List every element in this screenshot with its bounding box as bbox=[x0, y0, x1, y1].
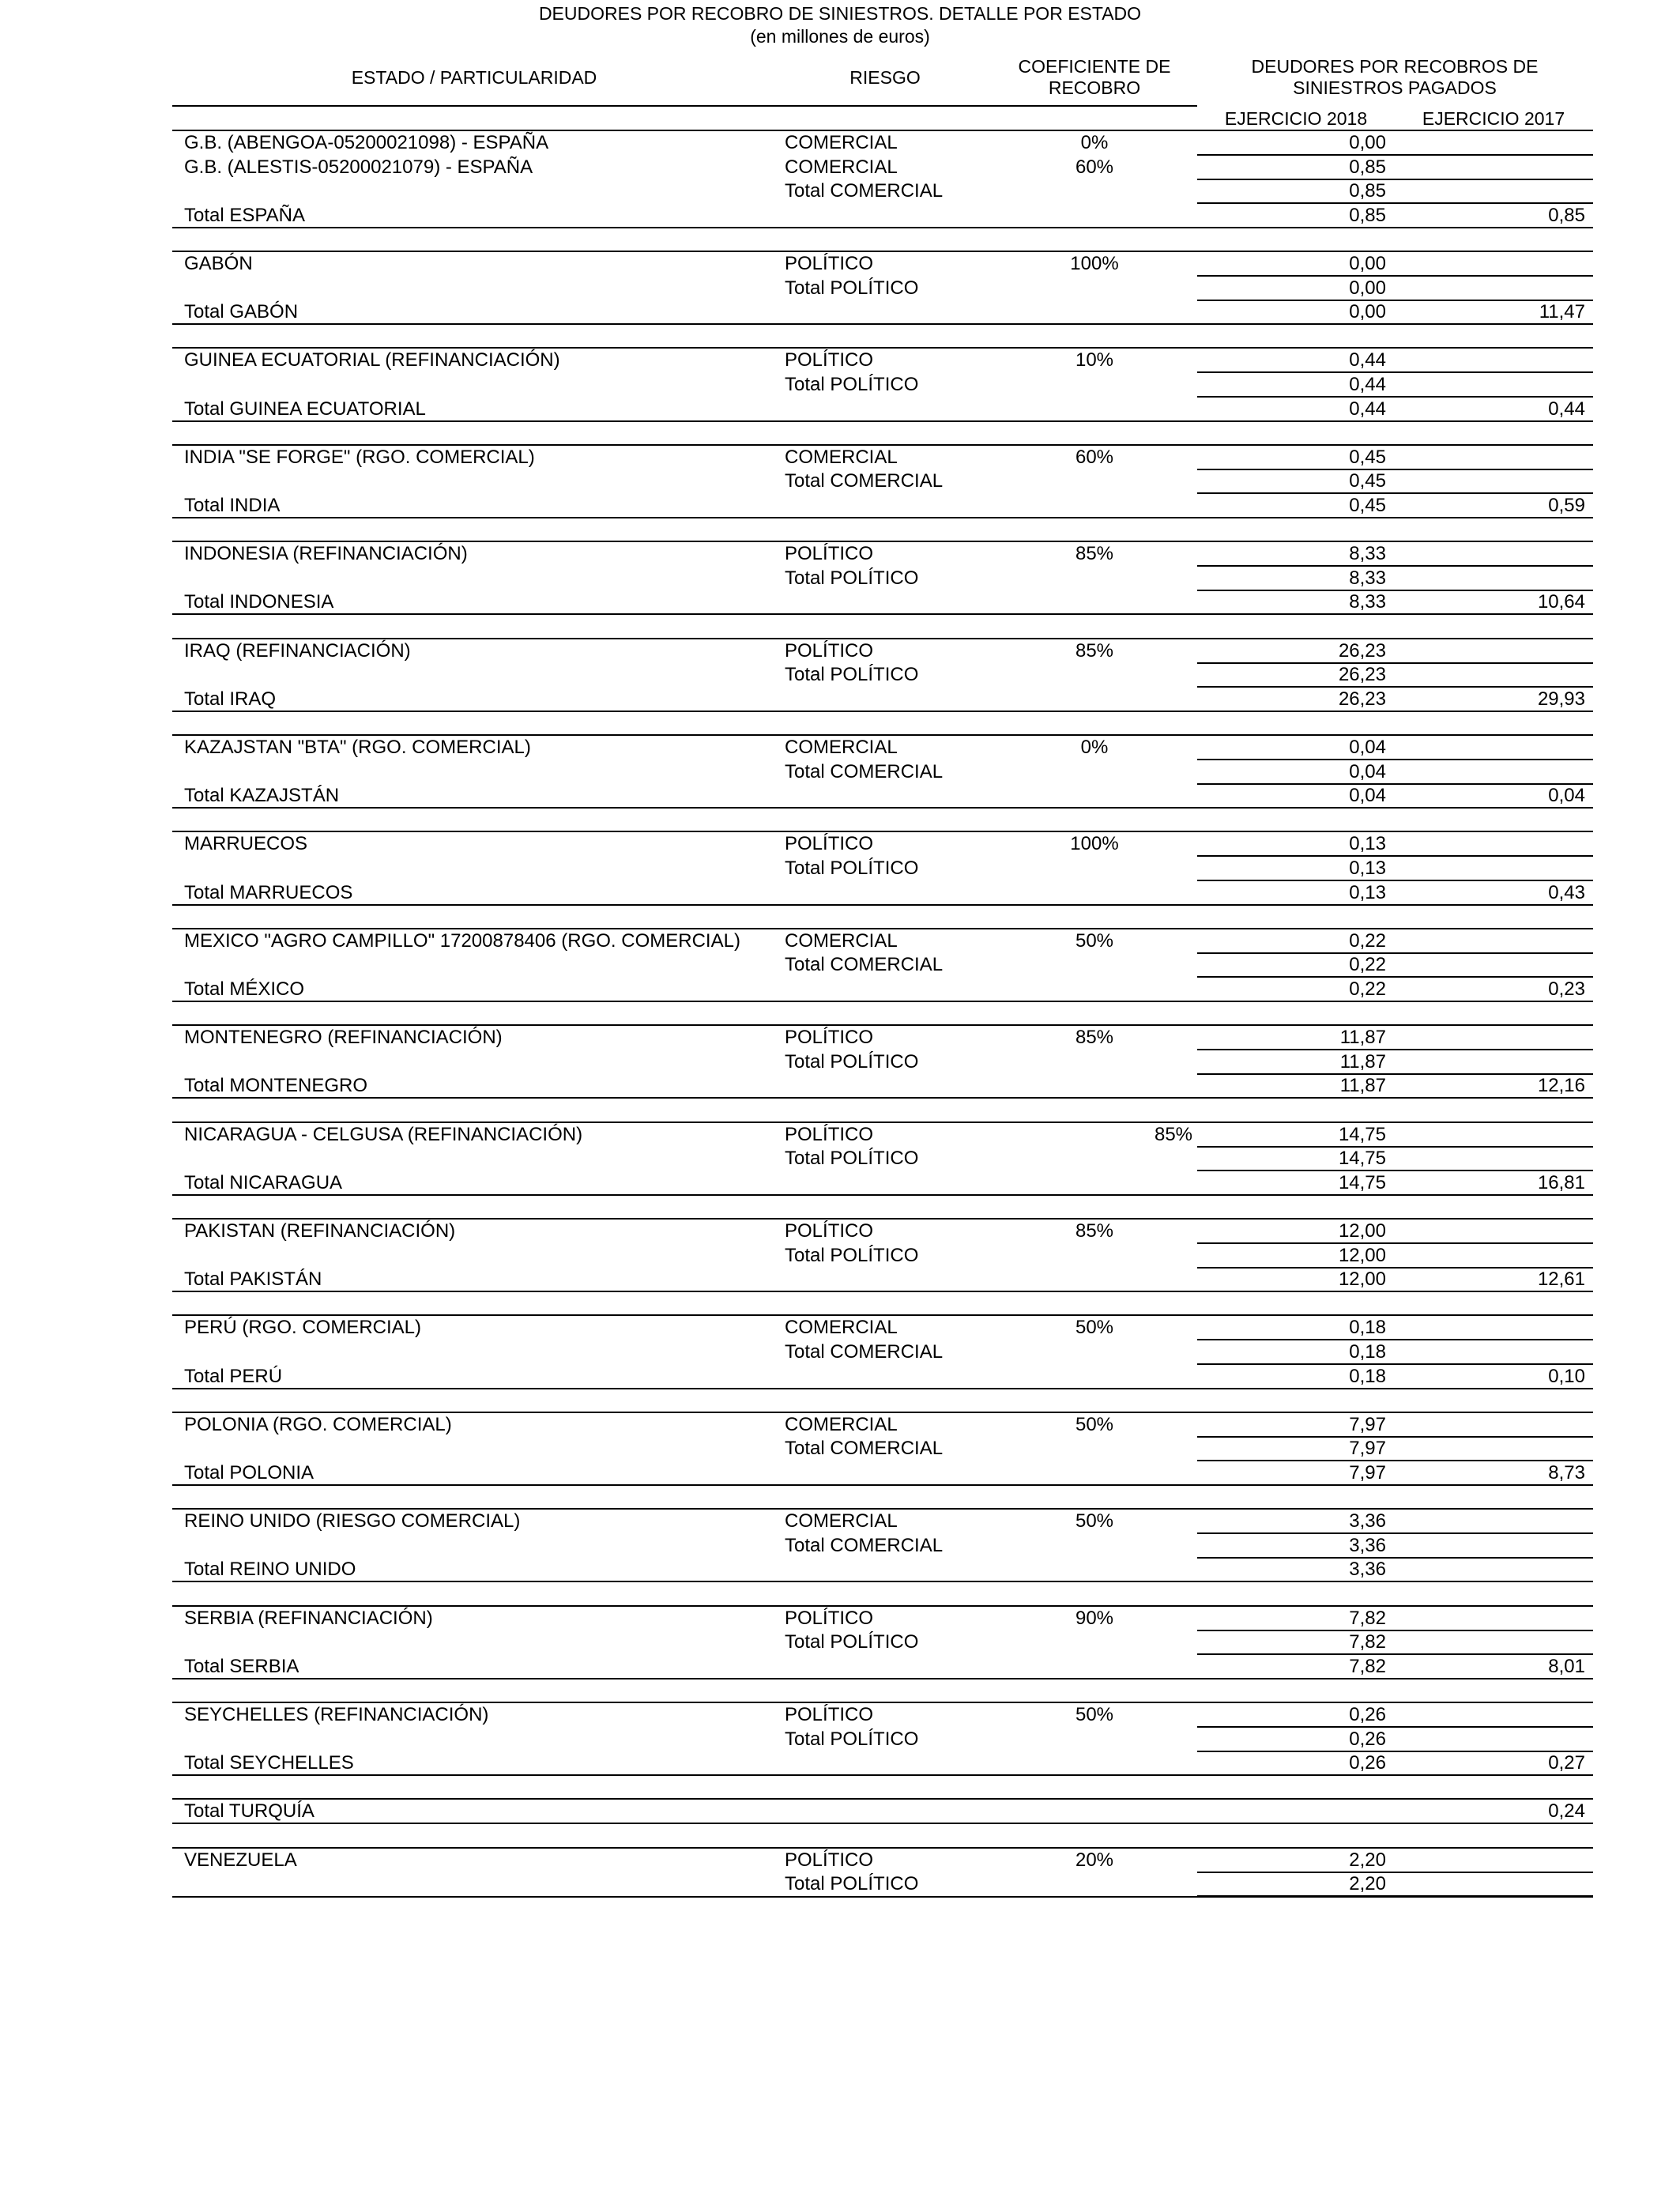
table-bottom-line bbox=[172, 1896, 1593, 1898]
cell-ejercicio-2018: 0,13 bbox=[1349, 833, 1386, 855]
cell-ejercicio-2017: 8,73 bbox=[1548, 1462, 1585, 1483]
cell-estado: GABÓN bbox=[184, 253, 253, 274]
cell-ejercicio-2018: 14,75 bbox=[1338, 1171, 1386, 1193]
table-row bbox=[0, 349, 1680, 372]
header-divider-main bbox=[172, 105, 1197, 107]
cell-ejercicio-2018: 0,18 bbox=[1349, 1365, 1386, 1387]
cell-estado: G.B. (ABENGOA-05200021098) - ESPAÑA bbox=[184, 132, 549, 153]
total-divider bbox=[172, 517, 1593, 518]
header-estado: ESTADO / PARTICULARIDAD bbox=[351, 67, 597, 88]
cell-riesgo: COMERCIAL bbox=[785, 1413, 898, 1435]
cell-ejercicio-2018: 8,33 bbox=[1349, 591, 1386, 613]
header-coeficiente-line2: RECOBRO bbox=[1048, 77, 1141, 98]
table-row bbox=[0, 1558, 1680, 1581]
total-divider bbox=[172, 1291, 1593, 1292]
total-divider bbox=[172, 1678, 1593, 1679]
cell-coeficiente: 100% bbox=[1070, 253, 1119, 274]
cell-riesgo: Total COMERCIAL bbox=[785, 1341, 944, 1363]
page-title: DEUDORES POR RECOBRO DE SINIESTROS. DETALLE POR ESTADO bbox=[538, 3, 1142, 24]
cell-estado: Total MONTENEGRO bbox=[184, 1075, 368, 1097]
cell-estado: PERÚ (RGO. COMERCIAL) bbox=[184, 1317, 422, 1339]
cell-ejercicio-2018: 0,13 bbox=[1349, 858, 1386, 879]
cell-ejercicio-2017: 29,93 bbox=[1537, 688, 1585, 710]
cell-riesgo: Total COMERCIAL bbox=[785, 180, 944, 202]
cell-ejercicio-2018: 0,22 bbox=[1349, 978, 1386, 1000]
cell-ejercicio-2018: 0,00 bbox=[1349, 253, 1386, 274]
table-row bbox=[0, 688, 1680, 711]
cell-ejercicio-2017: 0,44 bbox=[1548, 398, 1585, 420]
cell-riesgo: Total COMERCIAL bbox=[785, 1534, 944, 1556]
cell-estado: KAZAJSTAN "BTA" (RGO. COMERCIAL) bbox=[184, 737, 531, 758]
total-divider bbox=[172, 1194, 1593, 1196]
cell-riesgo: COMERCIAL bbox=[785, 446, 898, 468]
cell-estado: Total MÉXICO bbox=[184, 978, 305, 1000]
table-row bbox=[0, 1703, 1680, 1727]
total-divider bbox=[172, 1001, 1593, 1002]
cell-estado: Total ESPAÑA bbox=[184, 204, 305, 226]
cell-ejercicio-2018: 14,75 bbox=[1338, 1123, 1386, 1145]
cell-ejercicio-2017: 0,43 bbox=[1548, 881, 1585, 903]
cell-riesgo: COMERCIAL bbox=[785, 737, 898, 758]
cell-riesgo: POLÍTICO bbox=[785, 1607, 874, 1629]
cell-ejercicio-2018: 0,26 bbox=[1349, 1704, 1386, 1725]
cell-ejercicio-2018: 0,00 bbox=[1349, 301, 1386, 323]
cell-ejercicio-2018: 0,04 bbox=[1349, 760, 1386, 782]
total-divider bbox=[172, 807, 1593, 809]
header-deudores-line1: DEUDORES POR RECOBROS DE bbox=[1251, 56, 1539, 77]
cell-riesgo: Total POLÍTICO bbox=[785, 277, 919, 299]
cell-estado: MONTENEGRO (REFINANCIACIÓN) bbox=[184, 1027, 503, 1049]
cell-estado: MEXICO "AGRO CAMPILLO" 17200878406 (RGO. COMERCIAL) bbox=[184, 929, 740, 952]
cell-ejercicio-2018: 0,44 bbox=[1349, 374, 1386, 395]
total-divider bbox=[172, 227, 1593, 228]
table-row bbox=[0, 1316, 1680, 1340]
cell-ejercicio-2017: 0,85 bbox=[1548, 204, 1585, 226]
cell-ejercicio-2018: 11,87 bbox=[1339, 1027, 1386, 1049]
table-row bbox=[0, 1123, 1680, 1147]
cell-ejercicio-2018: 7,97 bbox=[1349, 1438, 1386, 1460]
cell-ejercicio-2018: 7,97 bbox=[1349, 1462, 1386, 1483]
cell-riesgo: Total POLÍTICO bbox=[785, 1728, 919, 1750]
cell-coeficiente: 60% bbox=[1075, 446, 1114, 468]
table-row bbox=[0, 1728, 1680, 1751]
table-row bbox=[0, 1026, 1680, 1050]
cell-riesgo: Total COMERCIAL bbox=[785, 1438, 944, 1460]
cell-riesgo: Total POLÍTICO bbox=[785, 374, 919, 395]
cell-ejercicio-2018: 8,33 bbox=[1349, 567, 1386, 589]
table-row bbox=[0, 929, 1680, 953]
cell-coeficiente: 0% bbox=[1080, 737, 1109, 758]
cell-estado: Total IRAQ bbox=[184, 688, 277, 710]
cell-estado: Total NICARAGUA bbox=[184, 1171, 343, 1193]
cell-ejercicio-2017: 0,24 bbox=[1548, 1800, 1585, 1823]
cell-riesgo: Total POLÍTICO bbox=[785, 1244, 919, 1266]
cell-estado: Total INDONESIA bbox=[184, 591, 334, 613]
table-row bbox=[0, 469, 1680, 493]
cell-coeficiente: 90% bbox=[1075, 1607, 1114, 1629]
table-row bbox=[0, 1630, 1680, 1654]
cell-riesgo: Total COMERCIAL bbox=[785, 954, 944, 976]
table-row bbox=[0, 398, 1680, 421]
cell-estado: GUINEA ECUATORIAL (REFINANCIACIÓN) bbox=[184, 349, 560, 371]
cell-estado: Total KAZAJSTÁN bbox=[184, 785, 340, 807]
cell-ejercicio-2018: 11,87 bbox=[1339, 1050, 1386, 1072]
cell-ejercicio-2018: 0,22 bbox=[1349, 954, 1386, 976]
cell-ejercicio-2018: 12,00 bbox=[1338, 1244, 1386, 1266]
cell-ejercicio-2017: 10,64 bbox=[1537, 591, 1585, 613]
cell-coeficiente: 50% bbox=[1075, 1510, 1114, 1532]
cell-estado: G.B. (ALESTIS-05200021079) - ESPAÑA bbox=[184, 156, 533, 178]
cell-riesgo: COMERCIAL bbox=[785, 1317, 898, 1339]
cell-riesgo: POLÍTICO bbox=[785, 543, 874, 565]
cell-riesgo: Total POLÍTICO bbox=[785, 664, 919, 686]
table-row bbox=[0, 542, 1680, 566]
cell-riesgo: POLÍTICO bbox=[785, 1849, 874, 1871]
total-divider bbox=[172, 1581, 1593, 1582]
cell-ejercicio-2017: 0,27 bbox=[1548, 1752, 1585, 1774]
cell-estado: Total PAKISTÁN bbox=[184, 1269, 322, 1291]
table-row bbox=[0, 1413, 1680, 1437]
table-row bbox=[0, 1365, 1680, 1389]
cell-coeficiente: 0% bbox=[1080, 132, 1109, 153]
cell-estado: Total REINO UNIDO bbox=[184, 1559, 356, 1581]
cell-ejercicio-2018: 0,44 bbox=[1349, 349, 1386, 371]
cell-coeficiente: 50% bbox=[1075, 1413, 1114, 1435]
cell-riesgo: Total COMERCIAL bbox=[785, 760, 944, 782]
table-row bbox=[0, 1268, 1680, 1291]
cell-ejercicio-2018: 0,45 bbox=[1349, 470, 1386, 492]
table-row bbox=[0, 663, 1680, 687]
cell-estado: Total SERBIA bbox=[184, 1655, 299, 1677]
table-row bbox=[0, 1872, 1680, 1896]
cell-estado: INDIA "SE FORGE" (RGO. COMERCIAL) bbox=[184, 446, 535, 468]
cell-ejercicio-2017: 8,01 bbox=[1548, 1655, 1585, 1677]
cell-coeficiente: 20% bbox=[1075, 1849, 1114, 1871]
cell-ejercicio-2017: 0,04 bbox=[1548, 785, 1585, 807]
table-row bbox=[0, 1534, 1680, 1558]
total-divider bbox=[172, 613, 1593, 615]
table-row bbox=[0, 446, 1680, 469]
cell-riesgo: Total POLÍTICO bbox=[785, 1873, 919, 1895]
header-deudores-line2: SINIESTROS PAGADOS bbox=[1293, 77, 1497, 98]
header-deudores bbox=[1197, 56, 1592, 99]
cell-riesgo: COMERCIAL bbox=[785, 1510, 898, 1532]
header-coeficiente-line1: COEFICIENTE DE bbox=[1018, 56, 1171, 77]
cell-ejercicio-2018: 0,22 bbox=[1349, 929, 1386, 952]
header-ejercicio-2017: EJERCICIO 2017 bbox=[1422, 108, 1565, 129]
cell-riesgo: POLÍTICO bbox=[785, 253, 874, 274]
total-divider bbox=[172, 1823, 1593, 1824]
cell-riesgo: Total COMERCIAL bbox=[785, 470, 944, 492]
cell-riesgo: POLÍTICO bbox=[785, 1220, 874, 1242]
cell-ejercicio-2018: 0,13 bbox=[1349, 881, 1386, 903]
cell-ejercicio-2018: 0,00 bbox=[1349, 277, 1386, 299]
cell-estado: Total POLONIA bbox=[184, 1462, 315, 1483]
cell-estado: Total INDIA bbox=[184, 495, 281, 516]
cell-estado: VENEZUELA bbox=[184, 1849, 297, 1871]
cell-estado: Total MARRUECOS bbox=[184, 881, 353, 903]
table-row bbox=[0, 179, 1680, 203]
cell-riesgo: COMERCIAL bbox=[785, 156, 898, 178]
cell-ejercicio-2018: 0,04 bbox=[1349, 785, 1386, 807]
cell-ejercicio-2018: 11,87 bbox=[1339, 1075, 1386, 1097]
cell-ejercicio-2018: 2,20 bbox=[1349, 1873, 1386, 1895]
table-row bbox=[0, 1751, 1680, 1775]
cell-ejercicio-2018: 26,23 bbox=[1338, 688, 1386, 710]
cell-ejercicio-2018: 2,20 bbox=[1349, 1849, 1386, 1871]
cell-ejercicio-2017: 0,23 bbox=[1548, 978, 1585, 1000]
table-row bbox=[0, 784, 1680, 808]
table-row bbox=[0, 204, 1680, 228]
table-row bbox=[0, 1340, 1680, 1364]
cell-ejercicio-2018: 0,44 bbox=[1349, 398, 1386, 420]
cell-coeficiente: 85% bbox=[1075, 639, 1114, 662]
total-divider bbox=[172, 904, 1593, 906]
cell-ejercicio-2018: 0,45 bbox=[1349, 495, 1386, 516]
total-divider bbox=[172, 323, 1593, 325]
table-row bbox=[0, 156, 1680, 179]
table-row bbox=[0, 760, 1680, 784]
cell-riesgo: POLÍTICO bbox=[785, 833, 874, 855]
page-subtitle: (en millones de euros) bbox=[750, 26, 930, 47]
cell-ejercicio-2017: 16,81 bbox=[1537, 1171, 1585, 1193]
table-row bbox=[0, 881, 1680, 905]
cell-riesgo: Total POLÍTICO bbox=[785, 567, 919, 589]
table-row bbox=[0, 1607, 1680, 1630]
cell-ejercicio-2018: 7,97 bbox=[1349, 1413, 1386, 1435]
table-row bbox=[0, 1147, 1680, 1171]
cell-ejercicio-2018: 0,85 bbox=[1349, 204, 1386, 226]
cell-estado: PAKISTAN (REFINANCIACIÓN) bbox=[184, 1220, 456, 1242]
table-row bbox=[0, 736, 1680, 760]
cell-ejercicio-2018: 12,00 bbox=[1338, 1269, 1386, 1291]
cell-ejercicio-2017: 12,61 bbox=[1537, 1269, 1585, 1291]
cell-ejercicio-2018: 26,23 bbox=[1338, 664, 1386, 686]
cell-estado: POLONIA (RGO. COMERCIAL) bbox=[184, 1413, 452, 1435]
cell-estado: SEYCHELLES (REFINANCIACIÓN) bbox=[184, 1704, 489, 1725]
total-divider bbox=[172, 420, 1593, 422]
cell-riesgo: Total POLÍTICO bbox=[785, 1148, 919, 1170]
cell-coeficiente: 60% bbox=[1075, 156, 1114, 178]
cell-coeficiente: 85% bbox=[1075, 1027, 1114, 1049]
cell-ejercicio-2017: 0,10 bbox=[1548, 1365, 1585, 1387]
cell-estado: Total PERÚ bbox=[184, 1365, 283, 1387]
table-row bbox=[0, 1849, 1680, 1872]
table-row bbox=[0, 300, 1680, 324]
cell-estado: IRAQ (REFINANCIACIÓN) bbox=[184, 639, 411, 662]
cell-estado: REINO UNIDO (RIESGO COMERCIAL) bbox=[184, 1510, 521, 1532]
total-divider bbox=[172, 1388, 1593, 1389]
cell-estado: SERBIA (REFINANCIACIÓN) bbox=[184, 1607, 433, 1629]
table-row bbox=[0, 1074, 1680, 1098]
cell-ejercicio-2018: 0,18 bbox=[1349, 1341, 1386, 1363]
total-divider bbox=[172, 1484, 1593, 1486]
cell-ejercicio-2018: 3,36 bbox=[1349, 1510, 1386, 1532]
cell-ejercicio-2017: 0,59 bbox=[1548, 495, 1585, 516]
table-row bbox=[0, 373, 1680, 397]
cell-ejercicio-2018: 0,85 bbox=[1349, 156, 1386, 178]
cell-ejercicio-2018: 3,36 bbox=[1349, 1534, 1386, 1556]
cell-estado: Total GUINEA ECUATORIAL bbox=[184, 398, 426, 420]
table-row bbox=[0, 1050, 1680, 1074]
cell-ejercicio-2018: 3,36 bbox=[1349, 1559, 1386, 1581]
table-row bbox=[0, 1171, 1680, 1195]
cell-ejercicio-2017: 12,16 bbox=[1537, 1075, 1585, 1097]
cell-coeficiente: 50% bbox=[1075, 1704, 1114, 1725]
header-ejercicio-2018: EJERCICIO 2018 bbox=[1224, 108, 1368, 129]
table-row bbox=[0, 639, 1680, 663]
table-row bbox=[0, 1510, 1680, 1533]
header-coeficiente bbox=[988, 56, 1201, 99]
cell-coeficiente: 85% bbox=[1075, 1220, 1114, 1242]
cell-riesgo: POLÍTICO bbox=[785, 639, 874, 662]
cell-ejercicio-2018: 26,23 bbox=[1338, 639, 1386, 662]
cell-estado: NICARAGUA - CELGUSA (REFINANCIACIÓN) bbox=[184, 1123, 583, 1145]
table-row bbox=[0, 1220, 1680, 1243]
cell-estado: MARRUECOS bbox=[184, 833, 308, 855]
cell-coeficiente: 50% bbox=[1075, 929, 1114, 952]
total-divider bbox=[172, 711, 1593, 712]
total-divider bbox=[172, 1097, 1593, 1099]
table-row bbox=[0, 494, 1680, 518]
cell-estado: Total SEYCHELLES bbox=[184, 1752, 354, 1774]
cell-ejercicio-2018: 0,45 bbox=[1349, 446, 1386, 468]
table-row bbox=[0, 590, 1680, 614]
cell-ejercicio-2017: 11,47 bbox=[1539, 301, 1585, 323]
cell-estado: Total GABÓN bbox=[184, 301, 299, 323]
cell-ejercicio-2018: 7,82 bbox=[1349, 1631, 1386, 1653]
table-row bbox=[0, 252, 1680, 276]
table-row bbox=[0, 1655, 1680, 1679]
cell-riesgo: COMERCIAL bbox=[785, 929, 898, 952]
cell-ejercicio-2018: 0,85 bbox=[1349, 180, 1386, 202]
table-row bbox=[0, 832, 1680, 856]
cell-ejercicio-2018: 0,26 bbox=[1349, 1728, 1386, 1750]
cell-riesgo: POLÍTICO bbox=[785, 349, 874, 371]
table-row bbox=[0, 567, 1680, 590]
cell-ejercicio-2018: 0,18 bbox=[1349, 1317, 1386, 1339]
table-row bbox=[0, 1244, 1680, 1268]
cell-estado: Total TURQUÍA bbox=[184, 1800, 315, 1823]
cell-coeficiente: 100% bbox=[1070, 833, 1119, 855]
table-row bbox=[0, 978, 1680, 1001]
total-divider bbox=[172, 1774, 1593, 1776]
table-row bbox=[0, 953, 1680, 977]
cell-riesgo: Total POLÍTICO bbox=[785, 1050, 919, 1072]
table-row bbox=[0, 131, 1680, 155]
cell-riesgo: Total POLÍTICO bbox=[785, 858, 919, 879]
cell-ejercicio-2018: 0,26 bbox=[1349, 1752, 1386, 1774]
cell-riesgo: POLÍTICO bbox=[785, 1123, 874, 1145]
cell-ejercicio-2018: 14,75 bbox=[1338, 1148, 1386, 1170]
table-row bbox=[0, 1461, 1680, 1485]
cell-coeficiente: 10% bbox=[1075, 349, 1114, 371]
cell-coeficiente: 85% bbox=[1075, 543, 1114, 565]
table-row bbox=[0, 857, 1680, 880]
cell-ejercicio-2018: 0,04 bbox=[1349, 737, 1386, 758]
cell-coeficiente: 50% bbox=[1075, 1317, 1114, 1339]
cell-estado: INDONESIA (REFINANCIACIÓN) bbox=[184, 543, 468, 565]
cell-ejercicio-2018: 7,82 bbox=[1349, 1607, 1386, 1629]
cell-ejercicio-2018: 12,00 bbox=[1338, 1220, 1386, 1242]
header-riesgo: RIESGO bbox=[849, 67, 921, 88]
cell-coeficiente: 85% bbox=[1154, 1123, 1193, 1145]
table-row bbox=[0, 277, 1680, 300]
cell-riesgo: POLÍTICO bbox=[785, 1027, 874, 1049]
cell-ejercicio-2018: 0,00 bbox=[1349, 132, 1386, 153]
cell-riesgo: COMERCIAL bbox=[785, 132, 898, 153]
table-row bbox=[0, 1800, 1680, 1823]
cell-ejercicio-2018: 7,82 bbox=[1349, 1655, 1386, 1677]
cell-riesgo: POLÍTICO bbox=[785, 1704, 874, 1725]
table-row bbox=[0, 1437, 1680, 1461]
cell-riesgo: Total POLÍTICO bbox=[785, 1631, 919, 1653]
cell-ejercicio-2018: 8,33 bbox=[1349, 543, 1386, 565]
